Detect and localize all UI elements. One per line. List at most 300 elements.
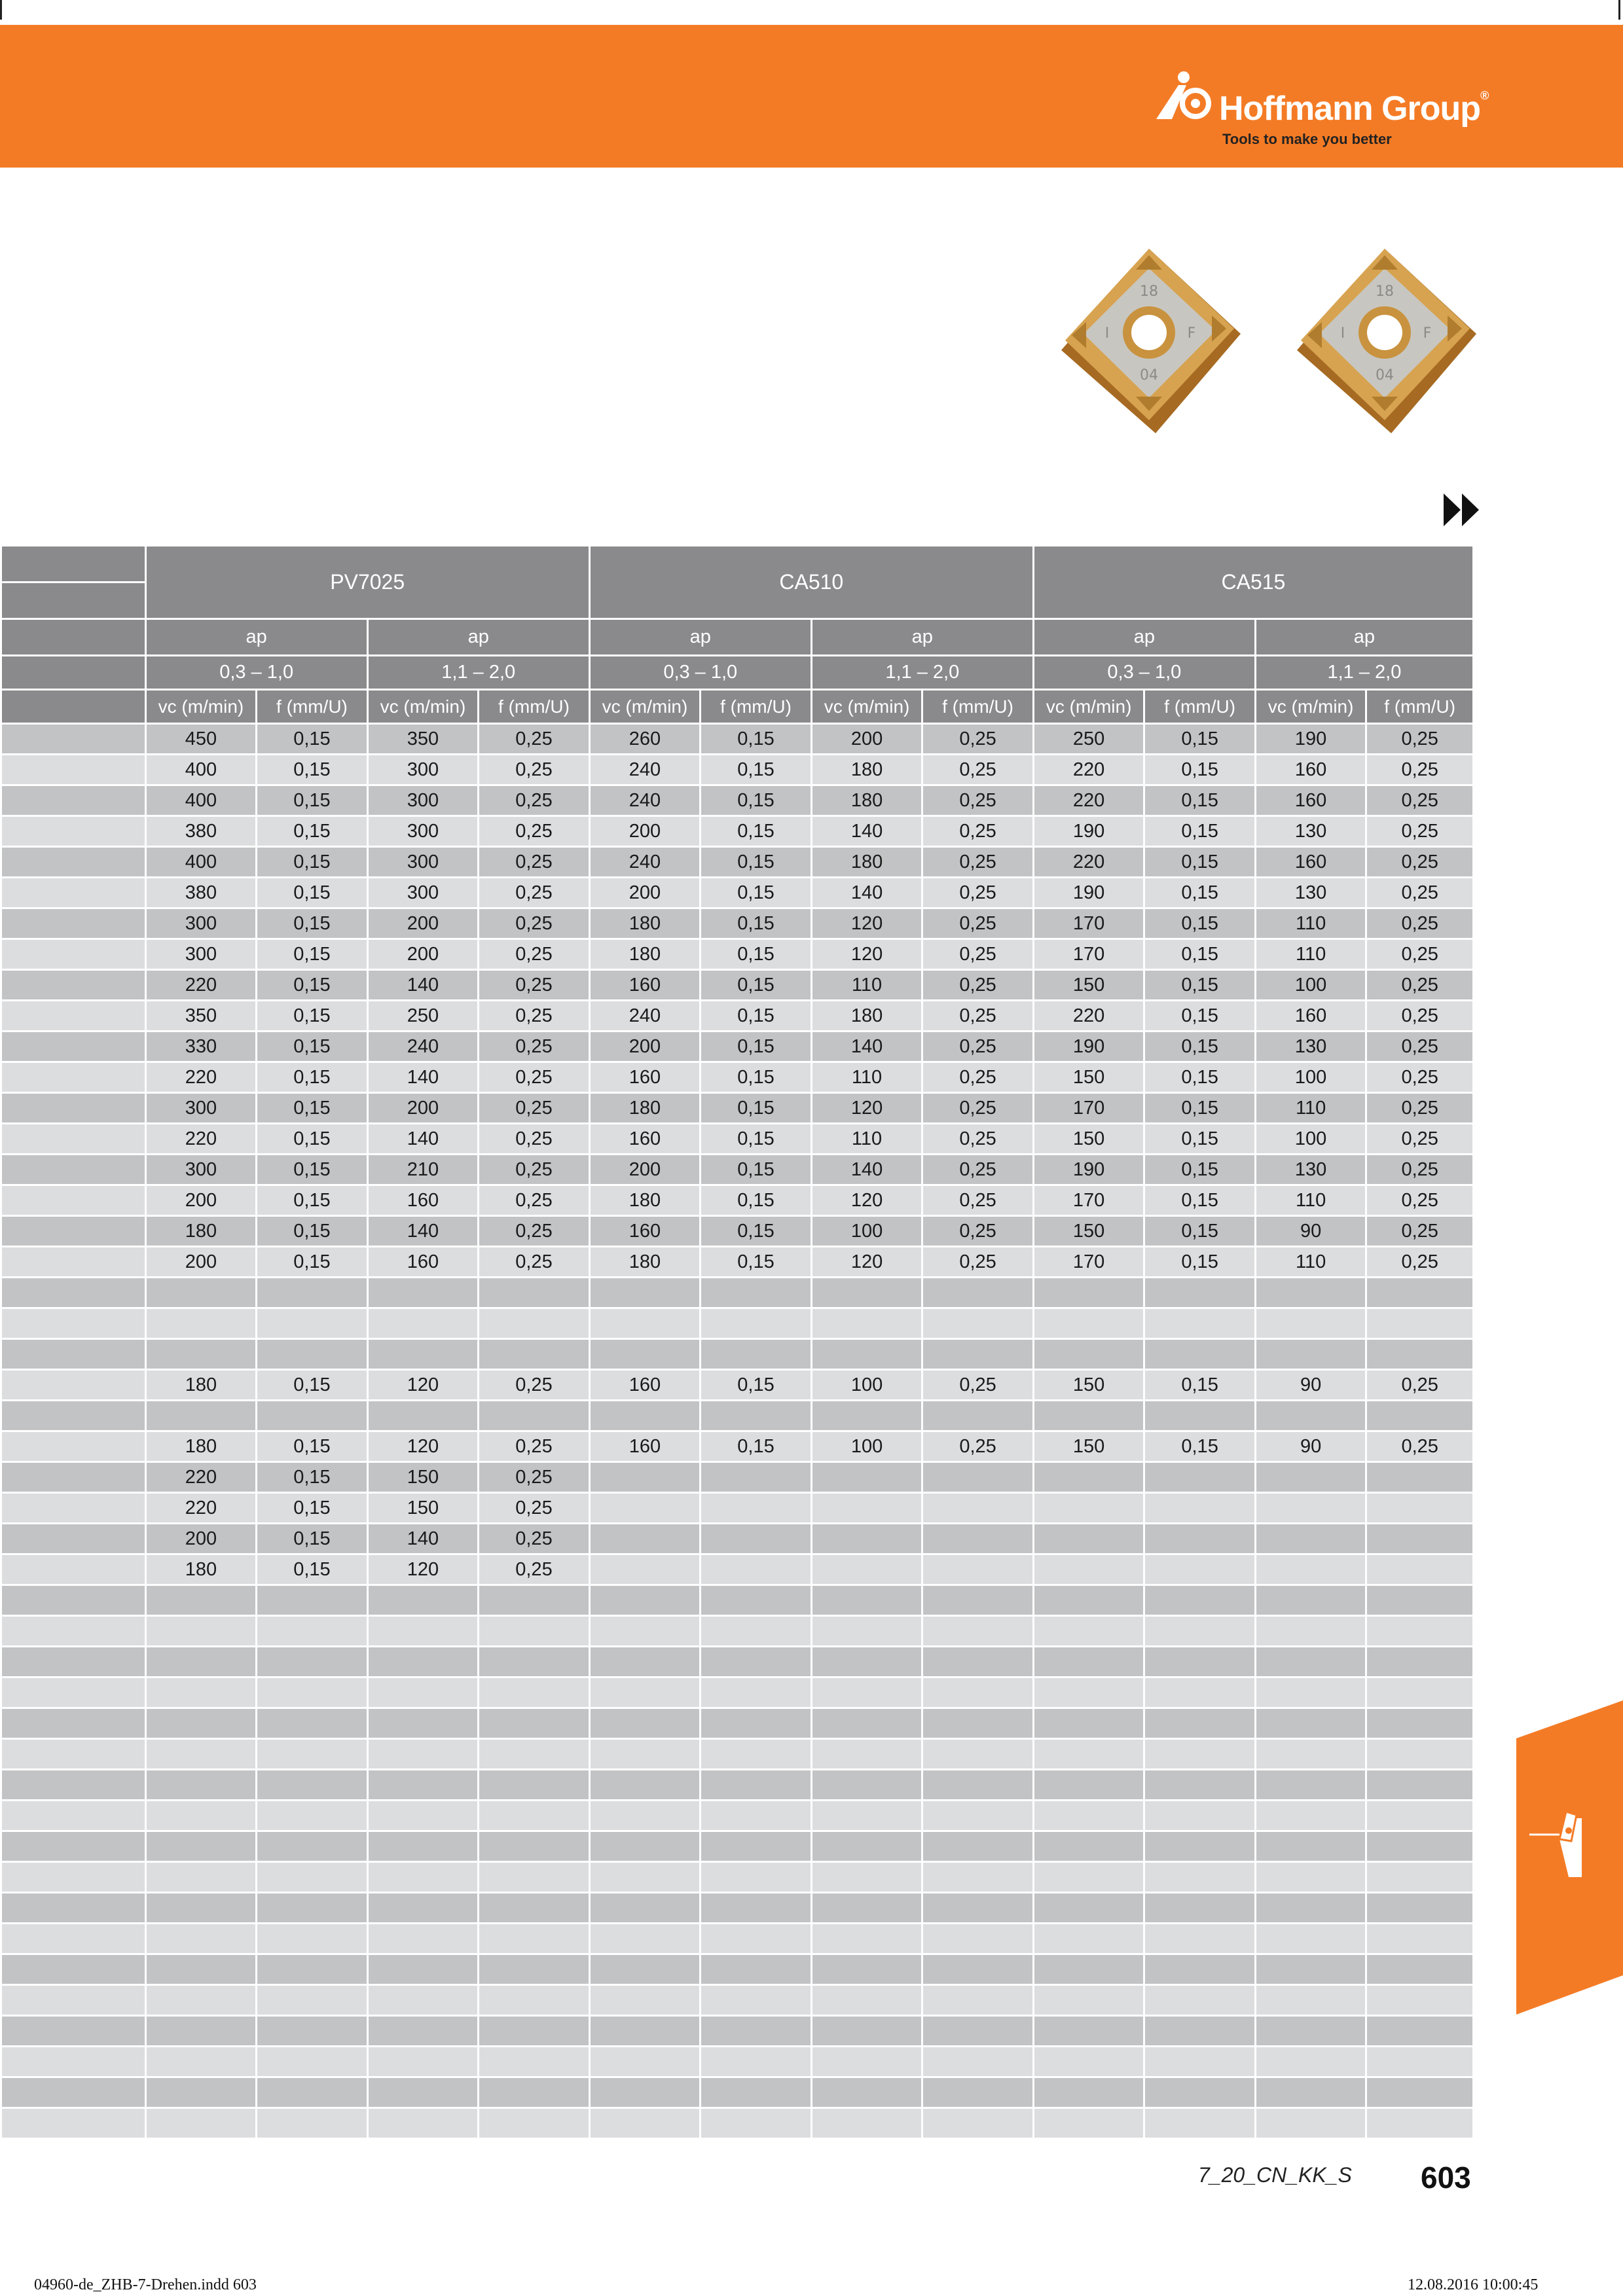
table-row [1,908,1474,939]
vc-cell: 160 [1255,1001,1366,1031]
ap-range-header: 0,3 – 1,0 [1033,656,1255,690]
feed-cell: 0,25 [1366,908,1474,939]
feed-cell: 0,25 [479,816,590,847]
feed-cell [701,1739,812,1770]
feed-cell [1366,1524,1474,1554]
feed-cell [701,1770,812,1801]
feed-cell: 0,25 [479,1431,590,1462]
vc-cell [367,1862,479,1893]
vc-cell: 110 [811,1062,922,1093]
feed-cell: 0,15 [257,1554,368,1585]
vc-cell: 210 [367,1155,479,1185]
vc-cell [145,1831,257,1862]
table-row [1,1062,1474,1093]
ap-header: ap [811,619,1033,656]
vc-cell [589,1985,701,2016]
vc-cell [367,1924,479,1954]
vc-cell [1255,2047,1366,2077]
row-label-cell [1,1770,146,1801]
feed-cell [1144,1739,1256,1770]
vc-cell [811,1985,922,2016]
vc-cell [811,2016,922,2047]
feed-cell [701,1954,812,1985]
feed-cell [701,1524,812,1554]
table-row [1,1278,1474,1308]
row-label-cell [1,1216,146,1247]
feed-cell: 0,25 [1366,1124,1474,1155]
feed-cell: 0,25 [922,908,1034,939]
feed-cell: 0,15 [257,755,368,785]
vc-cell: 110 [811,970,922,1001]
feed-cell [1144,1801,1256,1831]
table-row [1,1247,1474,1278]
feed-cell [257,1647,368,1677]
feed-cell [922,1801,1034,1831]
vc-cell [1033,1924,1144,1954]
feed-cell: 0,25 [922,1124,1034,1155]
brand-logo [1152,71,1493,156]
vc-cell: 150 [1033,1431,1144,1462]
vc-cell [367,1401,479,1431]
vc-cell: 180 [145,1554,257,1585]
feed-cell [1366,1954,1474,1985]
feed-cell: 0,15 [701,1001,812,1031]
feed-cell: 0,15 [701,970,812,1001]
feed-cell: 0,25 [1366,1155,1474,1185]
table-row [1,878,1474,908]
vc-cell [811,1339,922,1370]
vc-cell [811,1647,922,1677]
vc-cell [589,1308,701,1339]
chapter-tab [1516,1700,1623,2015]
row-label-cell [1,1431,146,1462]
row-label-cell [1,1093,146,1124]
vc-cell [1255,1401,1366,1431]
row-label-cell [1,1616,146,1647]
feed-cell: 0,15 [257,1216,368,1247]
feed-cell: 0,15 [701,908,812,939]
feed-cell: 0,25 [479,1247,590,1278]
feed-cell: 0,25 [479,1001,590,1031]
feed-cell: 0,25 [922,1155,1034,1185]
vc-cell: 250 [367,1001,479,1031]
vc-cell [145,1862,257,1893]
feed-cell: 0,25 [1366,816,1474,847]
vc-cell: 120 [811,908,922,939]
cutting-data-table [0,545,1474,2140]
feed-cell: 0,25 [1366,939,1474,970]
table-row [1,1708,1474,1739]
table-row [1,2108,1474,2139]
header-spacer [1,619,146,656]
feed-cell: 0,15 [257,785,368,816]
vc-cell [1033,1954,1144,1985]
table-row [1,1339,1474,1370]
vc-cell: 300 [367,785,479,816]
vc-cell: 190 [1033,1155,1144,1185]
feed-cell: 0,25 [1366,724,1474,755]
vc-cell: 110 [1255,1185,1366,1216]
feed-cell [479,1308,590,1339]
vc-cell: 180 [811,1001,922,1031]
vc-cell [1033,1770,1144,1801]
vc-cell [367,1278,479,1308]
table-row [1,1124,1474,1155]
unit-header: f (mm/U) [1144,690,1256,724]
vc-cell: 140 [367,1062,479,1093]
feed-cell [1366,1770,1474,1801]
vc-cell [811,1401,922,1431]
feed-cell: 0,25 [922,939,1034,970]
feed-cell: 0,15 [701,1124,812,1155]
ap-range-header: 0,3 – 1,0 [145,656,367,690]
vc-cell: 100 [811,1431,922,1462]
vc-cell: 300 [367,878,479,908]
feed-cell [1366,1493,1474,1524]
row-label-cell [1,785,146,816]
row-label-cell [1,1185,146,1216]
vc-cell: 110 [1255,1247,1366,1278]
vc-cell: 300 [145,908,257,939]
feed-cell [1144,1462,1256,1493]
row-label-cell [1,1893,146,1924]
feed-cell: 0,15 [257,908,368,939]
row-label-cell [1,1954,146,1985]
feed-cell: 0,15 [1144,724,1256,755]
feed-cell [701,1401,812,1431]
row-label-cell [1,970,146,1001]
feed-cell [701,1616,812,1647]
brand-name: Hoffmann Group® [1219,89,1489,128]
vc-cell: 190 [1033,878,1144,908]
row-label-cell [1,1308,146,1339]
vc-cell [1033,1862,1144,1893]
vc-cell: 180 [589,1093,701,1124]
vc-cell [1033,1801,1144,1831]
feed-cell [922,1708,1034,1739]
vc-cell: 170 [1033,1093,1144,1124]
row-label-cell [1,1677,146,1708]
unit-header: vc (m/min) [145,690,257,724]
feed-cell [257,1985,368,2016]
feed-cell [701,1708,812,1739]
unit-header: vc (m/min) [811,690,922,724]
feed-cell: 0,15 [257,878,368,908]
feed-cell: 0,25 [922,847,1034,878]
feed-cell: 0,15 [1144,908,1256,939]
ap-header: ap [1255,619,1473,656]
vc-cell: 120 [367,1554,479,1585]
grade-header: PV7025 [145,546,589,619]
feed-cell [1144,1954,1256,1985]
vc-cell [589,1401,701,1431]
insert-image-left [1057,242,1247,439]
feed-cell [257,1739,368,1770]
vc-cell [1033,1524,1144,1554]
table-row [1,1493,1474,1524]
vc-cell [1033,2016,1144,2047]
feed-cell [479,1616,590,1647]
vc-cell [811,1708,922,1739]
feed-cell: 0,15 [257,1124,368,1155]
unit-header: vc (m/min) [1033,690,1144,724]
feed-cell: 0,15 [257,1001,368,1031]
vc-cell: 300 [367,816,479,847]
vc-cell [589,1278,701,1308]
vc-cell [367,1985,479,2016]
vc-cell [589,1924,701,1954]
vc-cell: 160 [589,1370,701,1401]
feed-cell [1144,1862,1256,1893]
feed-cell: 0,25 [922,1216,1034,1247]
vc-cell [589,2077,701,2108]
brand-tagline: Tools to make you better [1222,131,1392,147]
feed-cell: 0,15 [701,1370,812,1401]
vc-cell [367,1647,479,1677]
feed-cell: 0,15 [257,1247,368,1278]
feed-cell [257,1893,368,1924]
feed-cell [922,1893,1034,1924]
feed-cell [1144,2077,1256,2108]
feed-cell [479,1801,590,1831]
vc-cell [589,2108,701,2139]
vc-cell [1255,1801,1366,1831]
feed-cell: 0,15 [701,1093,812,1124]
vc-cell: 160 [589,1216,701,1247]
vc-cell: 140 [811,1031,922,1062]
feed-cell: 0,15 [1144,1124,1256,1155]
svg-text:I: I [1340,325,1345,342]
row-label-cell [1,1062,146,1093]
vc-cell [145,1893,257,1924]
feed-cell: 0,25 [922,1031,1034,1062]
feed-cell [257,1862,368,1893]
table-row [1,1462,1474,1493]
feed-cell [257,1585,368,1616]
header-spacer [1,690,146,724]
vc-cell [589,1647,701,1677]
vc-cell [1255,1462,1366,1493]
feed-cell: 0,15 [257,1431,368,1462]
feed-cell [701,1339,812,1370]
row-label-cell [1,847,146,878]
feed-cell: 0,15 [1144,1093,1256,1124]
vc-cell: 190 [1033,1031,1144,1062]
feed-cell [922,2016,1034,2047]
feed-cell [257,1677,368,1708]
vc-cell: 180 [145,1431,257,1462]
vc-cell: 150 [1033,1216,1144,1247]
vc-cell [589,1708,701,1739]
vc-cell [367,2047,479,2077]
vc-cell: 150 [1033,1124,1144,1155]
row-label-cell [1,1739,146,1770]
vc-cell [145,1739,257,1770]
row-label-cell [1,1001,146,1031]
table-row [1,847,1474,878]
feed-cell [922,2047,1034,2077]
feed-cell [479,1954,590,1985]
ap-range-header: 1,1 – 2,0 [1255,656,1473,690]
feed-cell [1366,1647,1474,1677]
feed-cell [1366,1278,1474,1308]
vc-cell [367,1585,479,1616]
row-label-cell [1,1585,146,1616]
feed-cell [1144,1585,1256,1616]
unit-header: f (mm/U) [922,690,1034,724]
vc-cell: 110 [1255,1093,1366,1124]
vc-cell [1033,1616,1144,1647]
row-label-cell [1,1278,146,1308]
table-row [1,2077,1474,2108]
feed-cell [701,1647,812,1677]
vc-cell: 170 [1033,1247,1144,1278]
feed-cell: 0,25 [479,908,590,939]
vc-cell: 180 [589,1247,701,1278]
vc-cell [145,2016,257,2047]
vc-cell: 150 [1033,1370,1144,1401]
feed-cell [257,1401,368,1431]
table-row [1,1739,1474,1770]
vc-cell: 380 [145,816,257,847]
vc-cell [811,1677,922,1708]
svg-text:F: F [1187,325,1196,342]
feed-cell [479,1339,590,1370]
feed-cell [1366,2077,1474,2108]
feed-cell [1144,2108,1256,2139]
vc-cell [1255,1893,1366,1924]
feed-cell [479,1893,590,1924]
feed-cell [257,1924,368,1954]
feed-cell [1366,1401,1474,1431]
vc-cell [145,1770,257,1801]
vc-cell: 160 [589,970,701,1001]
feed-cell: 0,25 [1366,1185,1474,1216]
feed-cell [922,1308,1034,1339]
vc-cell [1033,1831,1144,1862]
feed-cell [479,2077,590,2108]
feed-cell: 0,25 [1366,970,1474,1001]
vc-cell: 400 [145,847,257,878]
vc-cell: 120 [367,1370,479,1401]
feed-cell: 0,25 [922,970,1034,1001]
row-label-cell [1,1493,146,1524]
vc-cell [1033,1493,1144,1524]
vc-cell [811,2077,922,2108]
row-label-cell [1,939,146,970]
feed-cell [922,1677,1034,1708]
table-row [1,755,1474,785]
feed-cell [257,2077,368,2108]
row-label-cell [1,2047,146,2077]
feed-cell [1144,1554,1256,1585]
vc-cell [367,1739,479,1770]
vc-cell [589,1616,701,1647]
vc-cell: 140 [367,1524,479,1554]
vc-cell: 160 [589,1124,701,1155]
feed-cell [922,1739,1034,1770]
vc-cell [811,1462,922,1493]
vc-cell: 170 [1033,1185,1144,1216]
feed-cell: 0,25 [479,724,590,755]
feed-cell: 0,15 [257,1185,368,1216]
feed-cell: 0,25 [479,878,590,908]
crop-mark-left [0,0,2,20]
vc-cell: 200 [589,1031,701,1062]
table-row [1,1308,1474,1339]
feed-cell: 0,25 [922,1001,1034,1031]
vc-cell [589,1831,701,1862]
row-label-cell [1,1339,146,1370]
feed-cell: 0,15 [701,785,812,816]
vc-cell: 260 [589,724,701,755]
unit-header: vc (m/min) [1255,690,1366,724]
vc-cell [1255,1831,1366,1862]
vc-cell [1033,1893,1144,1924]
feed-cell: 0,25 [922,724,1034,755]
feed-cell [1144,1893,1256,1924]
feed-cell: 0,15 [1144,1216,1256,1247]
feed-cell [1366,1677,1474,1708]
feed-cell: 0,25 [479,1370,590,1401]
vc-cell: 160 [367,1185,479,1216]
vc-cell [811,1893,922,1924]
feed-cell [1366,1585,1474,1616]
table-row [1,1001,1474,1031]
feed-cell: 0,25 [922,1093,1034,1124]
vc-cell [589,1677,701,1708]
vc-cell: 200 [589,816,701,847]
feed-cell [1144,1647,1256,1677]
feed-cell [1144,1770,1256,1801]
feed-cell: 0,25 [1366,1370,1474,1401]
feed-cell [1366,2108,1474,2139]
row-label-cell [1,1985,146,2016]
feed-cell [1366,1339,1474,1370]
vc-cell [145,1616,257,1647]
vc-cell: 400 [145,755,257,785]
feed-cell [1366,1801,1474,1831]
feed-cell: 0,15 [257,1031,368,1062]
vc-cell [145,1801,257,1831]
table-row [1,1924,1474,1954]
vc-cell: 110 [811,1124,922,1155]
vc-cell [811,1585,922,1616]
vc-cell [367,1954,479,1985]
vc-cell: 220 [145,970,257,1001]
vc-cell [1255,2077,1366,2108]
vc-cell: 180 [145,1216,257,1247]
vc-cell: 90 [1255,1431,1366,1462]
feed-cell: 0,15 [1144,816,1256,847]
feed-cell: 0,25 [922,878,1034,908]
table-row [1,1862,1474,1893]
feed-cell [922,1985,1034,2016]
table-row [1,724,1474,755]
feed-cell: 0,25 [479,1062,590,1093]
vc-cell: 220 [145,1124,257,1155]
feed-cell: 0,25 [479,970,590,1001]
feed-cell [479,1677,590,1708]
table-row [1,816,1474,847]
row-label-cell [1,724,146,755]
vc-cell [1255,1339,1366,1370]
vc-cell [145,1677,257,1708]
feed-cell [257,1708,368,1739]
vc-cell: 160 [1255,785,1366,816]
vc-cell [811,1524,922,1554]
table-row [1,1647,1474,1677]
